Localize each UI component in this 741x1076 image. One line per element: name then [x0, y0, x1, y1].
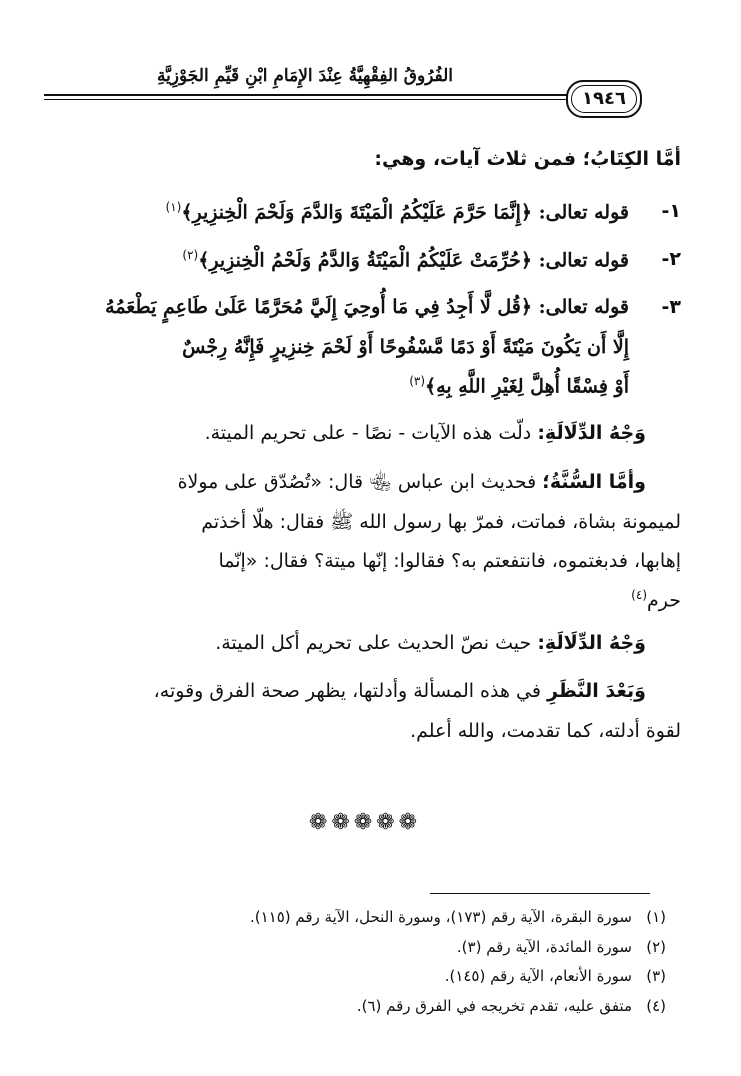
footnote-number: (٣)	[646, 967, 666, 985]
footnote-text: سورة الأنعام، الآية رقم (١٤٥).	[444, 967, 632, 985]
book-intro: أمَّا الكِتَابُ؛ فمن ثلاث آيات، وهي:	[374, 148, 681, 170]
footnote-text: متفق عليه، تقدم تخريجه في الفرق رقم (٦).	[356, 997, 632, 1015]
verse-text: إِلَّا أَن يَكُونَ مَيْتَةً أَوْ دَمًا مَّسْفُوحًا أَوْ لَحْمَ خِنزِيرٍ فَإِنَّهُ رِجْسٌ	[182, 336, 629, 358]
conclusion-text: لقوة أدلته، كما تقدمت، والله أعلم.	[410, 720, 681, 742]
sunnah-text: لميمونة بشاة، فماتت، فمرّ بها رسول الله ﷺ فقال: هلّا أخذتم	[201, 511, 681, 533]
wajh-text: حيث نصّ الحديث على تحريم أكل الميتة.	[215, 632, 532, 654]
footnote-text: سورة المائدة، الآية رقم (٣).	[456, 938, 632, 956]
sunnah-label: وأمَّا السُّنَّةُ؛	[542, 471, 646, 493]
footnote-ref: (٣)	[409, 374, 426, 388]
footnote-ref: (١)	[165, 200, 182, 214]
footnote-number: (٤)	[646, 997, 666, 1015]
footnote	[357, 997, 666, 1015]
sunnah-text: فحديث ابن عباس ﵄ قال: «تُصُدّق على مولاة	[177, 471, 537, 493]
sunnah-text: إهابها، فدبغتموه، فانتفعتم به؟ فقالوا: إنّها ميتة؟ فقال: «إنّما	[218, 550, 681, 572]
sunnah-line	[178, 470, 646, 498]
evidence-paragraph	[215, 632, 646, 654]
footnote	[250, 908, 666, 926]
footnote-number: (١)	[646, 908, 666, 926]
ornament-divider: ❁❁❁❁❁	[308, 810, 422, 835]
wajh-text: دلّت هذه الآيات - نصًا - على تحريم الميتة.	[204, 422, 532, 444]
footnote-text: سورة البقرة، الآية رقم (١٧٣)، وسورة النحل، الآية رقم (١١٥).	[249, 908, 632, 926]
conclusion-text: في هذه المسألة وأدلتها، يظهر صحة الفرق وقوته،	[153, 680, 541, 702]
conclusion-line	[154, 680, 646, 702]
verse-number: ٣-	[661, 296, 681, 318]
evidence-paragraph	[205, 422, 646, 444]
verse-line	[166, 200, 629, 223]
header-rule-thin	[44, 99, 574, 100]
verse-line	[182, 248, 629, 271]
wajh-label: وَجْهُ الدِّلَالَةِ:	[537, 422, 646, 444]
footnote-rule	[430, 893, 650, 894]
verse-text: أَوْ فِسْقًا أُهِلَّ لِغَيْرِ اللَّهِ بِهِ﴾	[425, 375, 629, 398]
verse-number: ٢-	[661, 248, 681, 270]
footnote-number: (٢)	[646, 938, 666, 956]
verse-line	[409, 374, 629, 397]
running-header-title: الفُرُوقُ الفِقْهِيَّةُ عِنْدَ الإِمَامِ ابْنِ قَيِّمِ الجَوْزِيَّةِ	[156, 66, 454, 86]
header-rule	[44, 94, 574, 96]
verse-text: قوله تعالى: ﴿حُرِّمَتْ عَلَيْكُمُ الْمَيْتَةُ وَالدَّمُ وَلَحْمُ الْخِنزِيرِ﴾	[198, 249, 629, 272]
verse-text: قوله تعالى: ﴿قُل لَّا أَجِدُ فِي مَا أُوحِيَ إِلَيَّ مُحَرَّمًا عَلَىٰ طَاعِمٍ يَطْعَمُهُ	[105, 296, 629, 318]
footnote-ref: (٤)	[631, 588, 647, 602]
footnote	[445, 967, 666, 985]
footnote-ref: (٢)	[182, 248, 199, 262]
conclusion-label: وَبَعْدَ النَّظَرِ	[547, 680, 646, 702]
footnote	[457, 938, 666, 956]
verse-text: قوله تعالى: ﴿إِنَّمَا حَرَّمَ عَلَيْكُمُ الْمَيْتَةَ وَالدَّمَ وَلَحْمَ الْخِنزِيرِ﴾	[181, 201, 629, 224]
wajh-label: وَجْهُ الدِّلَالَةِ:	[537, 632, 646, 654]
sunnah-line	[631, 588, 681, 611]
verse-number: ١-	[661, 200, 681, 222]
sunnah-text: حرم	[647, 589, 681, 612]
page-number: ١٩٤٦	[566, 80, 642, 118]
